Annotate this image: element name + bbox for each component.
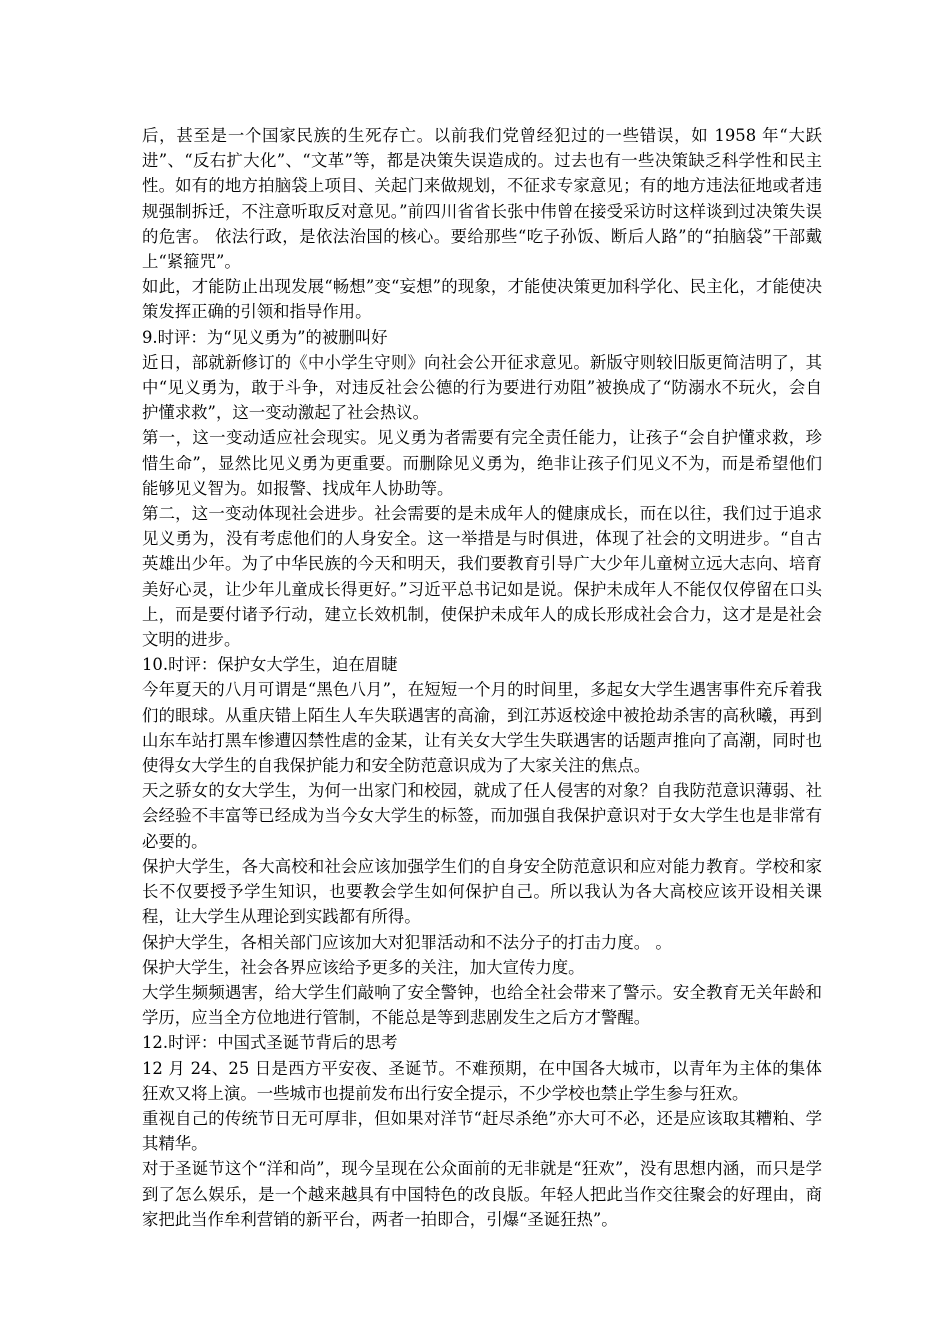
paragraph: 大学生频频遇害，给大学生们敲响了安全警钟，也给全社会带来了警示。安全教育无关年龄和学历，应当全方位地进行管制，不能总是等到悲剧发生之后方才警醒。 xyxy=(142,982,822,1028)
paragraph: 第一，这一变动适应社会现实。见义勇为者需要有完全责任能力，让孩子“会自护懂求救，珍惜生命”，显然比见义勇为更重要。而删除见义勇为，绝非让孩子们见义不为，而是希望他们能够见义智为。如报警、找成年人协助等。 xyxy=(142,428,822,498)
section-title: 12.时评：中国式圣诞节背后的思考 xyxy=(142,1033,398,1053)
paragraph: 后，甚至是一个国家民族的生死存亡。以前我们党曾经犯过的一些错误，如 1958 年“大跃进”、“反右扩大化”、“文革”等，都是决策失误造成的。过去也有一些决策缺乏科学性和民主性。如有的地方拍脑袋上项目、关起门来做规划，不征求专家意见；有的地方违法征地或者违规强制拆迁，不注意听取反对意见。”前四川省省长张中伟曾在接受采访时这样谈到过决策失误的危害。 依法行政，是依法治国的核心。要给那些“吃子孙饭、断后人路”的“拍脑袋”干部戴上“紧箍咒”。 xyxy=(142,126,822,272)
document-page xyxy=(142,123,822,1232)
paragraph: 12 月 24、25 日是西方平安夜、圣诞节。不难预期，在中国各大城市，以青年为主体的集体狂欢又将上演。一些城市也提前发布出行安全提示，不少学校也禁止学生参与狂欢。 xyxy=(142,1058,822,1103)
paragraph: 天之骄女的女大学生，为何一出家门和校园，就成了任人侵害的对象？自我防范意识薄弱、社会经验不丰富等已经成为当今女大学生的标签，而加强自我保护意识对于女大学生也是非常有必要的。 xyxy=(142,781,822,851)
paragraph: 保护大学生，各相关部门应该加大对犯罪活动和不法分子的打击力度。 。 xyxy=(142,932,672,952)
paragraph: 如此，才能防止出现发展“畅想”变“妄想”的现象，才能使决策更加科学化、民主化，才能使决策发挥正确的引领和指导作用。 xyxy=(142,277,822,322)
paragraph: 今年夏天的八月可谓是“黑色八月”，在短短一个月的时间里，多起女大学生遇害事件充斥着我们的眼球。从重庆错上陌生人车失联遇害的高渝，到江苏返校途中被抢劫杀害的高秋曦，再到山东车站打黑车惨遭囚禁性虐的金某，让有关女大学生失联遇害的话题声推向了高潮，同时也使得女大学生的自我保护能力和安全防范意识成为了大家关注的焦点。 xyxy=(142,680,822,776)
section-title: 10.时评：保护女大学生，迫在眉睫 xyxy=(142,655,398,675)
paragraph: 对于圣诞节这个“洋和尚”，现今呈现在公众面前的无非就是“狂欢”，没有思想内涵，而只是学到了怎么娱乐，是一个越来越具有中国特色的改良版。年轻人把此当作交往聚会的好理由，商家把此当作牟利营销的新平台，两者一拍即合，引爆“圣诞狂热”。 xyxy=(142,1159,822,1229)
paragraph: 保护大学生，社会各界应该给予更多的关注，加大宣传力度。 xyxy=(142,957,585,977)
paragraph: 保护大学生，各大高校和社会应该加强学生们的自身安全防范意识和应对能力教育。学校和家长不仅要授予学生知识，也要教会学生如何保护自己。所以我认为各大高校应该开设相关课程，让大学生从理论到实践都有所得。 xyxy=(142,856,822,927)
section-title: 9.时评：为“见义勇为”的被删叫好 xyxy=(142,327,388,347)
paragraph: 近日，部就新修订的《中小学生守则》向社会公开征求意见。新版守则较旧版更简洁明了，其中“见义勇为，敢于斗争，对违反社会公德的行为要进行劝阻”被换成了“防溺水不玩火，会自护懂求救”，这一变动激起了社会热议。 xyxy=(142,352,822,423)
paragraph: 重视自己的传统节日无可厚非，但如果对洋节“赶尽杀绝”亦大可不必，还是应该取其糟粕、学其精华。 xyxy=(142,1108,822,1154)
paragraph: 第二，这一变动体现社会进步。社会需要的是未成年人的健康成长，而在以往，我们过于追求见义勇为，没有考虑他们的人身安全。这一举措是与时俱进，体现了社会的文明进步。“自古英雄出少年。为了中华民族的今天和明天，我们要教育引导广大少年儿童树立远大志向、培育美好心灵，让少年儿童成长得更好。”习近平总书记如是说。保护未成年人不能仅仅停留在口头上，而是要付诸予行动，建立长效机制，使保护未成年人的成长形成社会合力，这才是是社会文明的进步。 xyxy=(142,504,822,650)
